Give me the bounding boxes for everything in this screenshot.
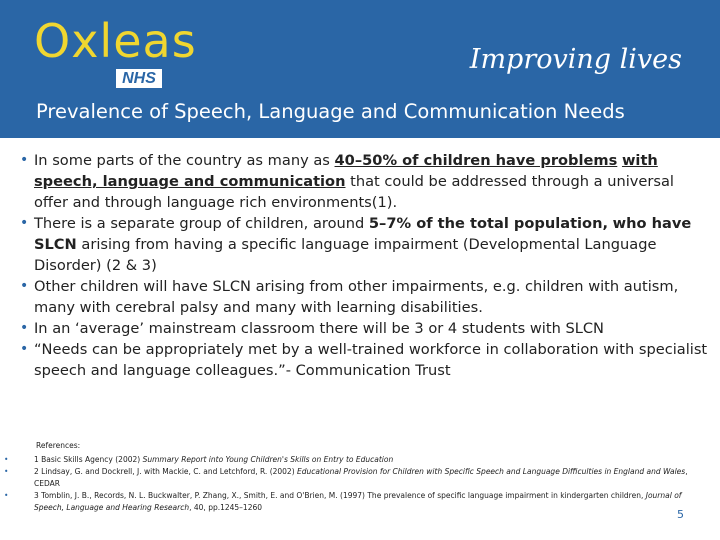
- tagline: Improving lives: [469, 44, 682, 75]
- slide-header: [0, 0, 720, 138]
- reference-title: Journal of Speech, Language and Hearing Research: [34, 491, 682, 512]
- bullet-item: [20, 339, 710, 381]
- reference-item: [4, 466, 704, 490]
- bullet-dot-icon: •: [20, 341, 29, 357]
- bullet-dot-icon: •: [4, 467, 9, 476]
- reference-text: , 40, pp.1245–1260: [189, 503, 263, 512]
- bullet-text: There is a separate group of children, around: [34, 215, 369, 232]
- reference-title: Educational Provision for Children with Specific Speech and Language Difficulties in England and Wales: [297, 467, 686, 476]
- bullet-dot-icon: •: [4, 491, 9, 500]
- references-heading: References:: [36, 441, 81, 450]
- reference-title: Summary Report into Young Children's Skills on Entry to Education: [142, 455, 394, 464]
- bullet-emphasis: 5–7% of the total population,: [368, 215, 609, 232]
- bullet-text: In an ‘average’ mainstream classroom there will be 3 or 4 students with SLCN: [34, 320, 604, 337]
- bullet-emphasis: 40–50% of children have problems: [334, 152, 618, 169]
- reference-item: [4, 454, 704, 466]
- bullet-dot-icon: •: [20, 215, 29, 231]
- bullet-list: [20, 150, 710, 381]
- references: [4, 440, 704, 514]
- oxleas-logo: Oxleas: [34, 14, 197, 68]
- bullet-text: that could be addressed through a universal offer and through language rich environments(1).: [34, 173, 674, 211]
- bullet-text: Other children will have SLCN arising from other impairments, e.g. children with autism, many with cerebral palsy and many with learning disabilities.: [34, 278, 679, 316]
- reference-item: [4, 490, 704, 514]
- bullet-emphasis: with speech, language and communication: [34, 152, 658, 190]
- bullet-dot-icon: •: [20, 320, 29, 336]
- reference-text: 1 Basic Skills Agency (2002): [34, 455, 143, 464]
- bullet-item: [20, 276, 710, 318]
- bullet-item: [20, 318, 710, 339]
- bullet-emphasis: who have SLCN: [34, 215, 692, 253]
- reference-text: 3 Tomblin, J. B., Records, N. L. Buckwalter, P. Zhang, X., Smith, E. and O'Brien, M. (1997) The prevalence of specific language impairment in kindergarten children,: [34, 491, 646, 500]
- bullet-text: In some parts of the country as many as: [34, 152, 335, 169]
- slide-title: Prevalence of Speech, Language and Communication Needs: [36, 100, 625, 123]
- nhs-logo: NHS: [116, 69, 162, 88]
- page-number: 5: [677, 508, 684, 521]
- bullet-text: arising from having a specific language impairment (Developmental Language Disorder) (2 & 3): [34, 236, 657, 274]
- bullet-dot-icon: •: [20, 152, 29, 168]
- reference-text: 2 Lindsay, G. and Dockrell, J. with Mackie, C. and Letchford, R. (2002): [34, 467, 298, 476]
- bullet-dot-icon: •: [20, 278, 29, 294]
- bullet-item: [20, 150, 710, 213]
- bullet-item: [20, 213, 710, 276]
- reference-text: , CEDAR: [34, 467, 688, 488]
- bullet-text: “Needs can be appropriately met by a well-trained workforce in collaboration with specialist speech and language colleagues.”- Communication Trust: [34, 341, 708, 379]
- bullet-dot-icon: •: [4, 455, 9, 464]
